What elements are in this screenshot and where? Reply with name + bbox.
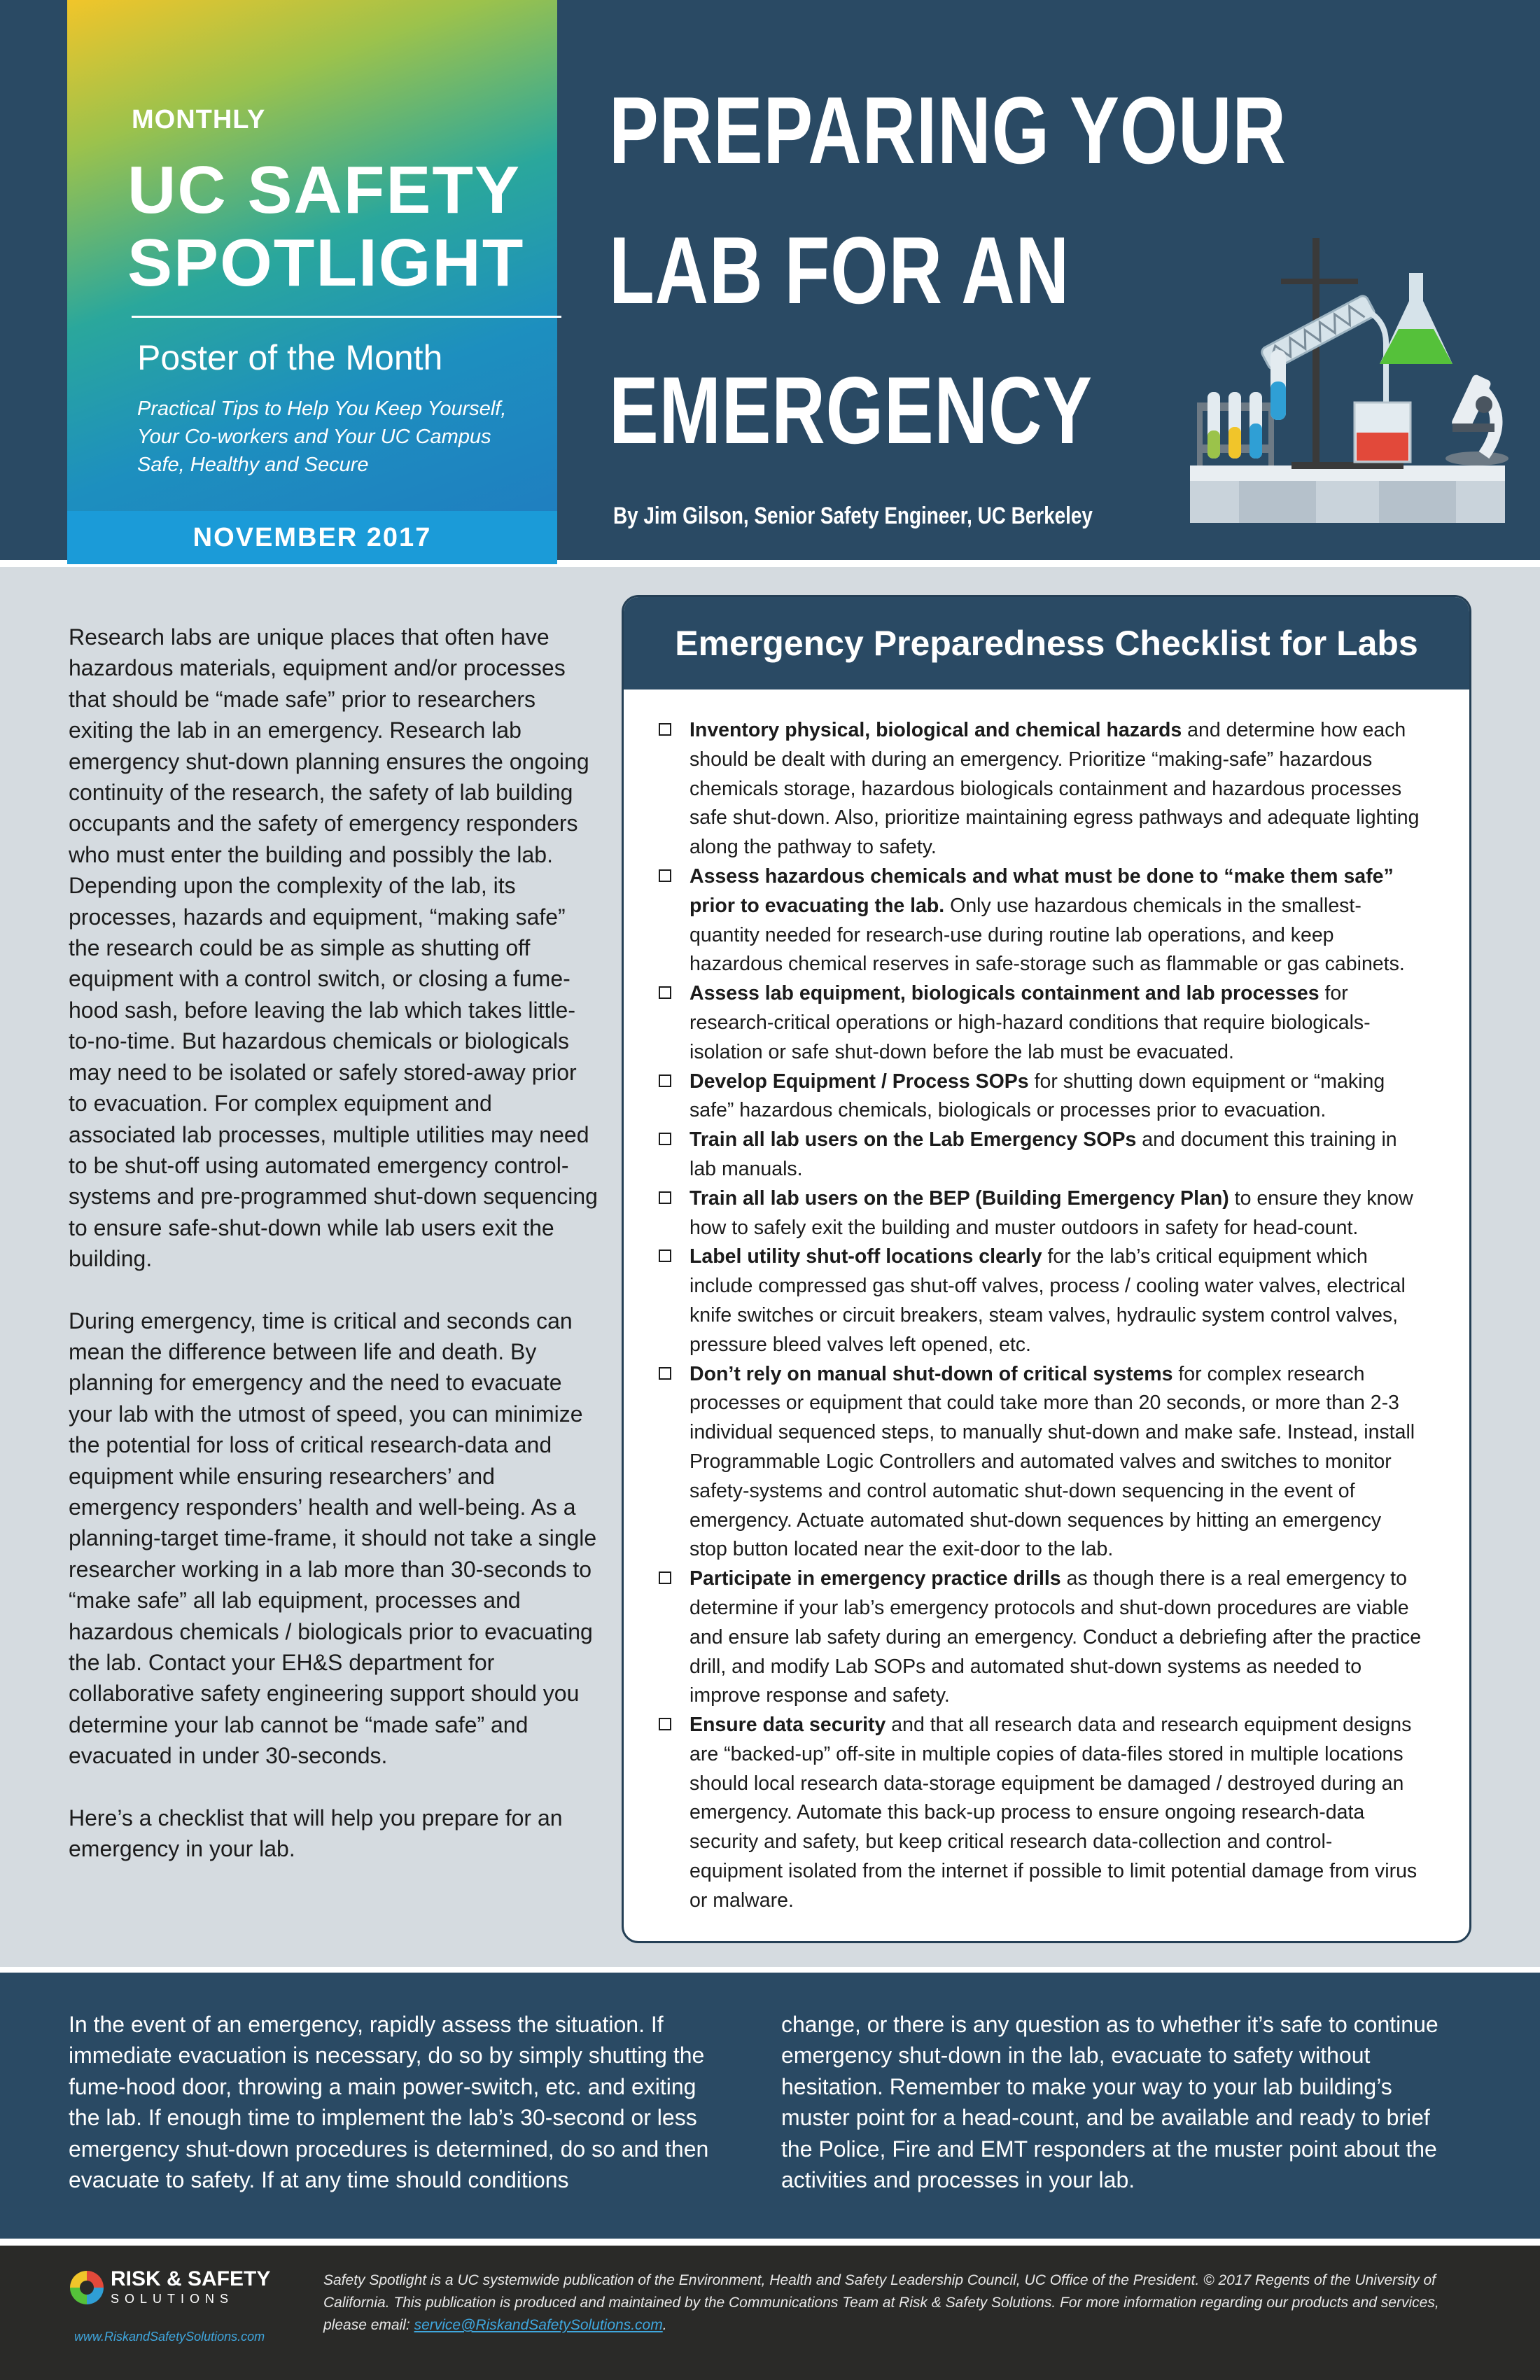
- legal-text: Safety Spotlight is a UC systemwide publication of the Environment, Health and Safety Leadership Council, UC Office of the President. © 2017 Regents of the University of California. This publication is produced and maintained by the Communications Team at Risk & Safety Solutions. For more information regarding our products and services, please email:: [323, 2272, 1439, 2333]
- intro-paragraph-2: During emergency, time is critical and seconds can mean the difference between life and death. By planning for emergency and the need to evacuate your lab with the utmost of speed, you can minimize the potential for loss of critical research-data and equipment while ensuring researchers’ and emergency responders’ health and well-being. As a planning-target time-frame, it should not take a single researcher working in a lab more than 30-seconds to “make safe” all lab equipment, processes and hazardous chemicals / biologicals prior to evacuating the lab. Contact your EH&S department for collaborative safety engineering support should you determine your lab cannot be “made safe” and evacuated in under 30-seconds.: [69, 1308, 597, 1769]
- checklist-item: [659, 716, 1422, 862]
- item-text: Only use hazardous chemicals in the smallest-quantity needed for research-use during routine lab operations, and keep hazardous chemical reserves in safe-storage such as flammable or gas cabinets.: [690, 894, 1405, 976]
- checklist-item: [659, 1068, 1422, 1126]
- checklist-item: [659, 1564, 1422, 1711]
- item-text: for the lab’s critical equipment which include compressed gas shut-off valves, process / cooling water valves, electrical knife switches or circuit breakers, steam valves, hydraulic system control valves, pressure bleed valves left opened, etc.: [690, 1245, 1406, 1356]
- checklist-card: [622, 595, 1471, 1943]
- brand-title: [127, 154, 547, 300]
- item-text: for research-critical operations or high-hazard conditions that require biologicals-isolation or safe shut-down before the lab must be evacuated.: [690, 982, 1371, 1063]
- brand-line-1: UC SAFETY: [127, 153, 522, 227]
- checklist-item: [659, 1711, 1422, 1916]
- title-line-3: EMERGENCY: [609, 357, 1093, 463]
- lab-equipment-illustration: [1176, 224, 1512, 532]
- header: [0, 0, 1540, 560]
- checklist-items: [659, 716, 1422, 1916]
- footer: [0, 2239, 1540, 2380]
- title-line-1: PREPARING YOUR: [609, 77, 1287, 183]
- content-panel: [0, 567, 1540, 1967]
- item-text: and determine how each should be dealt with during an emergency. Prioritize “making-safe” hazardous chemicals storage, hazardous biologicals containment and hazardous processes safe shut-down. Also, prioritize maintaining egress pathways and adequate lighting along the pathway to safety.: [690, 719, 1420, 859]
- item-text: and that all research data and research equipment designs are “backed-up” off-site in multiple copies of data-files stored in multiple locations should local research data-storage equipment be damaged / destroyed during an emergency. Automate this back-up process to ensure ongoing research-data security and safety, but keep critical research data-collection and control-equipment isolated from the internet if possible to limit potential damage from virus or malware.: [690, 1714, 1418, 1912]
- item-text: to ensure they know how to safely exit the building and muster outdoors in safety for head-count.: [690, 1186, 1413, 1239]
- checkbox-icon[interactable]: [659, 869, 671, 882]
- item-text: as though there is a real emergency to determine if your lab’s emergency protocols and shut-down procedures are viable and ensure lab safety during an emergency. Conduct a debriefing after the practice drill, and modify Lab SOPs and automated shut-down systems as needed to improve response and safety.: [690, 1567, 1422, 1707]
- title-line-2: LAB FOR AN: [609, 217, 1070, 323]
- checklist-item: [659, 979, 1422, 1067]
- checklist-item: [659, 1126, 1422, 1184]
- checklist-item: [659, 1360, 1422, 1565]
- brand-block: [67, 0, 557, 511]
- checkbox-icon[interactable]: [659, 1191, 671, 1204]
- item-text: for complex research processes or equipment that could take more than 20 seconds, or more than 2-3 individual sequenced steps, to manually shut-down and make safe. Instead, install Programmable Logic Controllers and automated valves and switches to monitor safety-systems and control automatic shut-down sequencing in the event of emergency. Actuate automated shut-down sequences by hitting an emergency stop button located near the exit-door to the lab.: [690, 1362, 1415, 1561]
- legal-notice: [323, 2269, 1471, 2337]
- issue-month: NOVEMBER 2017: [67, 511, 557, 564]
- series-label: Poster of the Month: [137, 338, 443, 377]
- checkbox-icon[interactable]: [659, 1133, 671, 1145]
- risk-safety-logo: [67, 2267, 298, 2372]
- closing-band: [0, 1973, 1540, 2239]
- item-bold: Inventory physical, biological and chemical hazards: [690, 719, 1182, 741]
- checkbox-icon[interactable]: [659, 723, 671, 736]
- item-bold: Don’t rely on manual shut-down of critical systems: [690, 1362, 1173, 1385]
- item-text: for shutting down equipment or “making safe” hazardous chemicals, biologicals or processes prior to evacuation.: [690, 1070, 1385, 1122]
- kicker: MONTHLY: [132, 105, 266, 134]
- item-bold: Ensure data security: [690, 1714, 886, 1737]
- footer-divider: [0, 2239, 1540, 2246]
- tagline: Practical Tips to Help You Keep Yourself, Your Co-workers and Your UC Campus Safe, Healthy and Secure: [137, 398, 507, 476]
- page-title: [609, 60, 1287, 480]
- item-bold: Train all lab users on the Lab Emergency SOPs: [690, 1128, 1137, 1152]
- intro-paragraph-1: Research labs are unique places that often have hazardous materials, equipment and/or processes that should be “made safe” prior to researchers exiting the lab in an emergency. Research lab emergency shut-down planning ensures the ongoing continuity of the research, the safety of lab building occupants and the safety of emergency responders who must enter the building and possibly the lab. Depending upon the complexity of the lab, its processes, hazards and equipment, “making safe” the research could be as simple as shutting off equipment with a control switch, or closing a fume-hood sash, before leaving the lab which takes little-to-no-time. But hazardous chemicals or biologicals may need to be isolated or safely stored-away prior to evacuation. For complex equipment and associated lab processes, multiple utilities may need to be shut-off using automated emergency control-systems and pre-programmed shut-down sequencing to ensure safe-shut-down while lab users exit the building.: [69, 624, 598, 1272]
- item-bold: Train all lab users on the BEP (Building Emergency Plan): [690, 1186, 1229, 1210]
- closing-column-1: In the event of an emergency, rapidly assess the situation. If immediate evacuation is necessary, do so by simply shutting the fume-hood door, throwing a main power-switch, etc. and exiting the lab. If enough time to implement the lab’s 30-second or less emergency shut-down procedures is determined, do so and then evacuate to safety. If at any time should conditions: [69, 2012, 709, 2193]
- checkbox-icon[interactable]: [659, 986, 671, 999]
- checkbox-icon[interactable]: [659, 1572, 671, 1584]
- checklist-heading: Emergency Preparedness Checklist for Labs: [624, 597, 1469, 690]
- legal-end: .: [662, 2317, 667, 2333]
- item-bold: Develop Equipment / Process SOPs: [690, 1070, 1029, 1093]
- email-link[interactable]: service@RiskandSafetySolutions.com: [414, 2317, 663, 2333]
- closing-column-2: change, or there is any question as to whether it’s safe to continue emergency shut-down in the lab, evacuate to safety without hesitation. Remember to make your way to your lab building’s muster point for a head-count, and be available and ready to brief the Police, Fire and EMT responders at the muster point about the activities and processes in your lab.: [781, 2012, 1438, 2193]
- brand-line-2: SPOTLIGHT: [127, 225, 525, 300]
- logo-url-link[interactable]: www.RiskandSafetySolutions.com: [74, 2330, 265, 2344]
- brand-divider: [132, 316, 561, 318]
- intro-column: [69, 622, 601, 1895]
- intro-paragraph-3: Here’s a checklist that will help you prepare for an emergency in your lab.: [69, 1805, 563, 1862]
- logo-subname: SOLUTIONS: [111, 2292, 234, 2306]
- checkbox-icon[interactable]: [659, 1074, 671, 1087]
- item-text: and document this training in lab manuals.: [690, 1128, 1397, 1180]
- item-bold: Assess hazardous chemicals and what must be done to “make them safe” prior to evacuating the lab.: [690, 864, 1394, 917]
- item-bold: Participate in emergency practice drills: [690, 1567, 1061, 1590]
- checkbox-icon[interactable]: [659, 1718, 671, 1730]
- checklist-item: [659, 862, 1422, 979]
- checklist-item: [659, 1184, 1422, 1243]
- item-bold: Assess lab equipment, biologicals containment and lab processes: [690, 982, 1320, 1005]
- checkbox-icon[interactable]: [659, 1367, 671, 1380]
- logo-mark-icon: [67, 2268, 106, 2307]
- logo-name: RISK & SAFETY: [111, 2267, 271, 2290]
- byline: By Jim Gilson, Senior Safety Engineer, UC Berkeley: [613, 503, 1093, 529]
- checkbox-icon[interactable]: [659, 1250, 671, 1262]
- item-bold: Label utility shut-off locations clearly: [690, 1245, 1042, 1268]
- checklist-item: [659, 1242, 1422, 1359]
